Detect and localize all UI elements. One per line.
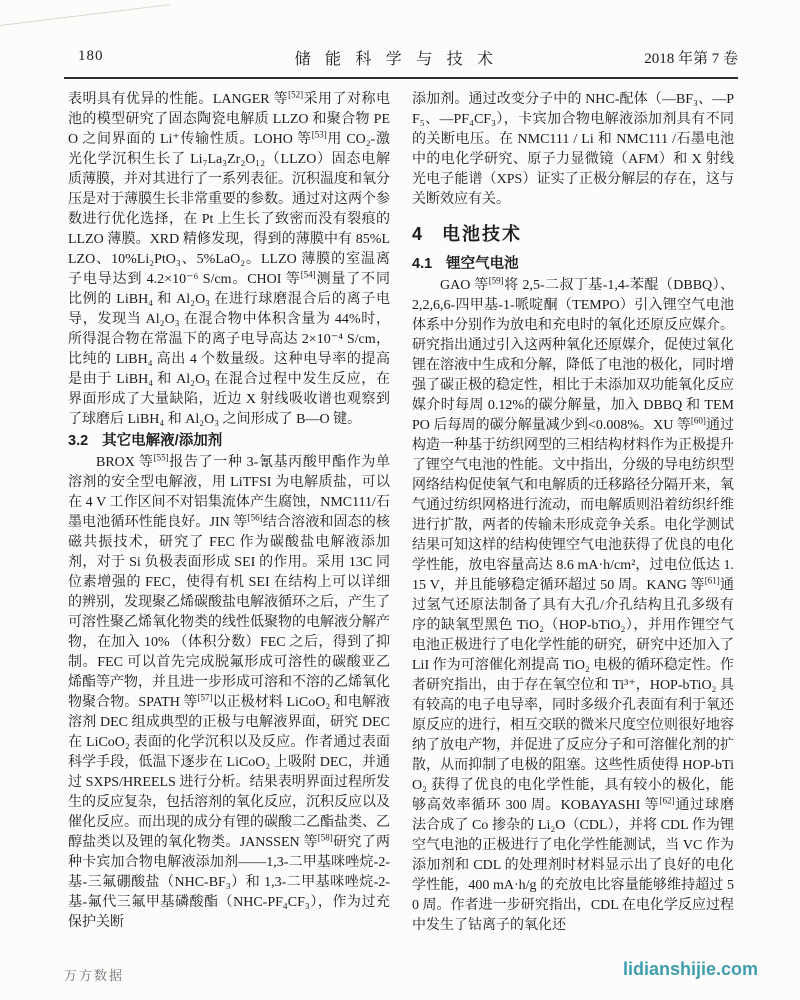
section-heading-3-2 bbox=[68, 431, 390, 452]
paragraph-electrolyte-solid: 表明具有优异的性能。LANGER 等[52]采用了对称电池的模型研究了固态陶瓷电解质 LLZO 和聚合物 PEO 之间界面的 Li⁺传输性质。LOHO 等[53]用 CO₂-激光化学沉积生长了 Li₇La₃Zr₂O₁₂（LLZO）固态电解质薄膜，并对其进行了一系列表征。沉积温度和氧分压是对于薄膜生长非常重要的参数。通过对这两个参数进行优化选择，在 Pt 上生长了致密而没有裂痕的 LLZO 薄膜。XRD 精修发现，得到的薄膜中有 85%LLZO、10%Li₂PtO₃、5%LaO₂。LLZO 薄膜的室温离子电导达到 4.2×10⁻⁶ S/cm。CHOI 等[54]测量了不同比例的 LiBH₄ 和 Al₂O₃ 在进行球磨混合后的离子电导，发现当 Al₂O₃ 在混合物中体积含量为 44%时，所得混合物在常温下的离子电导高达 2×10⁻⁴ S/cm，比纯的 LiBH₄ 高出 4 个数量级。这种电导率的提高是由于 LiBH₄ 和 Al₂O₃ 在混合过程中发生反应，在界面形成了大量缺陷，近边 X 射线吸收谱也观察到了球磨后 LiBH₄ 和 Al₂O₃ 之间形成了 B—O 键。 bbox=[68, 90, 390, 427]
paragraph-other-electrolytes: BROX 等[55]报告了一种 3-氰基丙酸甲酯作为单溶剂的安全型电解液，用 LiTFSI 为电解质盐，可以在 4 V 工作区间不对铝集流体产生腐蚀，NMC111/石墨电池循环性能良好。JIN 等[56]结合溶液和固态的核磁共振技术，研究了 FEC 作为碳酸盐电解液添加剂，对于 Si 负极表面形成 SEI 的作用。采用 13C 同位素增强的 FEC，使得有机 SEI 在结构上可以详细的辨别，发现聚乙烯碳酸盐电解液循环之后，产生了可溶性聚乙烯氧化物类的线性低聚物的电解液分解产物，在加入 10% （体积分数）FEC 之后，得到了抑制。FEC 可以首先完成脱氟形成可溶性的碳酸亚乙烯酯等产物，并且进一步形成可溶和不溶的乙烯氧化物聚合物。SPATH 等[57]以正极材料 LiCoO₂ 和电解液溶剂 DEC 组成典型的正极与电解液界面，研究 DEC 在 LiCoO₂ 表面的化学沉积以及反应。作者通过表面科学手段，低温下逐步在 LiCoO₂ 上吸附 DEC，并通过 SXPS/HREELS 进行分析。结果表明界面过程所发生的反应复杂，包括溶剂的氧化反应，沉积反应以及催化反应。而出现的成分有锂的碳酸二乙酯盐类、乙醇盐类以及锂的氧化物类。JANSSEN 等[58]研究了两种卡宾加合物电解液添加剂——1,3-二甲基咪唑烷-2-基-三氟硼酸盐（NHC-BF₃）和 1,3-二甲基咪唑烷-2-基-氟代三氟甲基磷酸酯（NHC-PF₄CF₃），作为过充保护关断 bbox=[68, 452, 390, 930]
paragraph-li-air-battery: GAO 等[59]将 2,5-二叔丁基-1,4-苯醌（DBBQ）、2,2,6,6-四甲基-1-哌啶酮（TEMPO）引入锂空气电池体系中分别作为放电和充电时的氧化还原反应媒介。研究指出通过引入这两种氧化还原媒介，促使过氧化锂在溶液中生成和分解，降低了电池的极化，同时增强了碳正极的稳定性，相比于未添加双功能氧化反应媒介时每周 0.12%的碳分解量，加入 DBBQ 和 TEMPO 后每周的碳分解量减少到<0.008%。XU 等[60]通过构造一种基于纺织网型的三相结构材料作为正极提升了锂空气电池的性能。文中指出，分级的导电纺织型网络结构促使氧气和电解质的迁移路径分隔开来，氧气通过纺织网格进行流动，而电解质则沿着纺织纤维进行扩散，两者的传输未形成竞争关系。电化学测试结果可知这样的结构使锂空气电池获得了优良的电化学性能，放电容量高达 8.6 mA·h/cm²，过电位低达 1.15 V，并且能够稳定循环超过 50 周。KANG 等[61]通过氢气还原法制备了具有大孔/介孔结构且孔多级有序的缺氧型黑色 TiO₂（HOP-bTiO₂），并用作锂空气电池正极进行了电化学性能的研究，研究中还加入了 LiI 作为可溶催化剂提高 TiO₂ 电极的循环稳定性。作者研究指出，由于存在氧空位和 Ti³⁺，HOP-bTiO₂ 具有较高的电子电导率，同时多级介孔表面有利于氧还原反应的进行，相互交联的微米尺度空位则很好地容纳了放电产物，并促进了反应分子和可溶催化剂的扩散，从而抑制了电极的阻塞。这些性质使得 HOP-bTiO₂ 获得了优良的电化学性能，具有较小的极化，能够高效率循环 300 周。KOBAYASHI 等[62]通过球磨法合成了 Co 掺杂的 Li₂O（CDL），并将 CDL 作为锂空气电池的正极进行了电化学性能测试，当 VC 作为添加剂和 CDL 的处理剂时材料显示出了良好的电化学性能，400 mA·h/g 的充放电比容量能够维持超过 50 周。作者进一步研究指出，CDL 在电化学反应过程中发生了钴离子的氧化还 bbox=[412, 275, 734, 933]
lidianshijie-watermark: lidianshijie.com bbox=[622, 959, 758, 979]
section-number: 4 bbox=[412, 224, 423, 244]
section-heading-4-1 bbox=[412, 254, 734, 275]
page-footer bbox=[64, 956, 760, 992]
paragraph-additive-continuation: 添加剂。通过改变分子中的 NHC-配体（—BF₃、—PF₅、—PF₄CF₃），卡宾加合物电解液添加剂具有不同的关断电压。在 NMC111 / Li 和 NMC111 /石墨电池中的电化学研究、原子力显微镜（AFM）和 X 射线光电子能谱（XPS）证实了正极分解层的存在，这与关断效应有关。 bbox=[412, 92, 734, 207]
page-header bbox=[64, 46, 738, 68]
body-columns bbox=[68, 90, 738, 962]
section-title: 锂空气电池 bbox=[446, 256, 519, 272]
section-title: 其它电解液/添加剂 bbox=[102, 433, 223, 449]
journal-title: 储能科学与技术 bbox=[294, 51, 508, 68]
page-number: 180 bbox=[78, 48, 104, 64]
section-number: 3.2 bbox=[68, 433, 89, 449]
left-column bbox=[68, 90, 390, 962]
scan-artifact-line bbox=[0, 4, 171, 27]
section-number: 4.1 bbox=[412, 256, 433, 272]
section-heading-4 bbox=[412, 222, 734, 246]
header-rule bbox=[64, 77, 738, 79]
section-title: 电池技术 bbox=[442, 224, 523, 244]
volume-issue-label: 2018 年第 7 卷 bbox=[644, 51, 738, 67]
wanfang-watermark: 万方数据 bbox=[64, 968, 125, 983]
right-column bbox=[412, 90, 734, 962]
